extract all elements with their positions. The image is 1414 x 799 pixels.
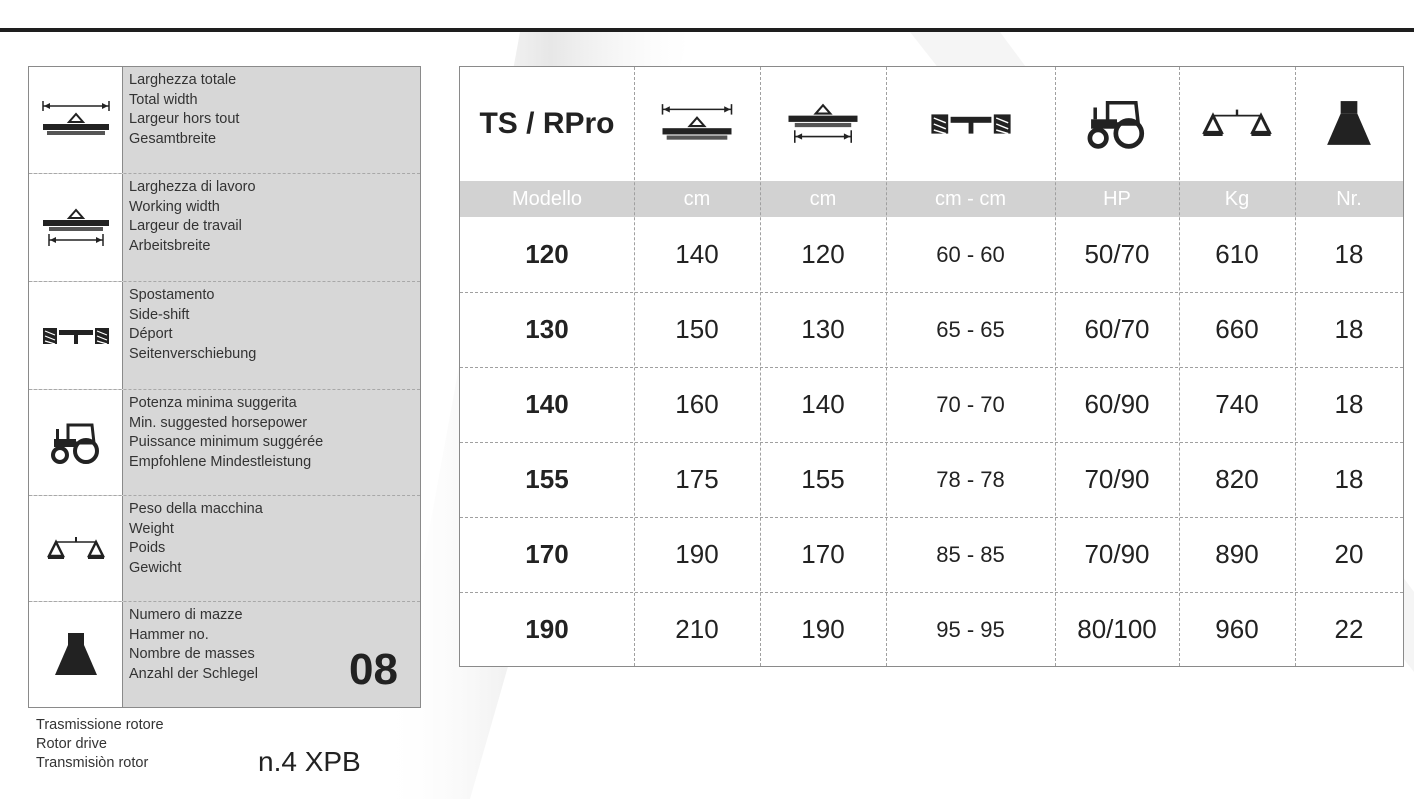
rotor-drive-value: n.4 XPB — [258, 746, 361, 777]
spec-table — [459, 66, 1404, 667]
legend-text: Potenza minima suggerita Min. suggested horsepower Puissance minimum suggérée Empfohlene Mindestleistung — [129, 395, 324, 470]
weight-icon — [29, 496, 123, 601]
unit-horsepower: HP — [1103, 187, 1131, 210]
unit-side-shift: cm - cm — [934, 187, 1007, 210]
unit-working-width: cm — [809, 187, 837, 210]
legend-row-side-shift — [29, 281, 420, 389]
cell-working-width: 130 — [801, 314, 845, 344]
legend-text: Numero di mazze Hammer no. Nombre de masses Anzahl der Schlegel — [129, 607, 258, 682]
legend-row-hammers — [29, 601, 420, 707]
cell-working-width: 190 — [801, 614, 845, 644]
cell-side-shift: 78 - 78 — [936, 466, 1005, 492]
unit-total-width: cm — [683, 187, 711, 210]
rotor-drive-label: Trasmissione rotore Rotor drive Transmisiòn rotor — [36, 717, 164, 771]
cell-weight: 820 — [1215, 464, 1259, 494]
table-title: TS / RPro — [479, 107, 615, 140]
cell-total-width: 190 — [675, 539, 719, 569]
cell-side-shift: 85 - 85 — [936, 541, 1005, 567]
legend-row-horsepower — [29, 389, 420, 495]
unit-model: Modello — [511, 187, 583, 210]
cell-hammers: 18 — [1334, 314, 1364, 344]
cell-total-width: 175 — [675, 464, 719, 494]
cell-model: 190 — [525, 614, 569, 644]
cell-side-shift: 70 - 70 — [936, 391, 1005, 417]
cell-model: 140 — [525, 389, 569, 419]
cell-horsepower: 70/90 — [1084, 464, 1150, 494]
hammer-icon — [1295, 67, 1403, 181]
cell-horsepower: 80/100 — [1077, 614, 1157, 644]
cell-horsepower: 70/90 — [1084, 539, 1150, 569]
total-width-icon — [29, 67, 123, 173]
cell-weight: 960 — [1215, 614, 1259, 644]
side-shift-icon — [29, 282, 123, 389]
cell-side-shift: 95 - 95 — [936, 616, 1005, 642]
cell-hammers: 18 — [1334, 389, 1364, 419]
weight-icon — [1179, 67, 1295, 181]
cell-horsepower: 60/70 — [1084, 314, 1150, 344]
hammer-icon — [29, 602, 123, 707]
legend-text: Spostamento Side-shift Déport Seitenverschiebung — [129, 287, 257, 362]
cell-weight: 660 — [1215, 314, 1259, 344]
cell-side-shift: 60 - 60 — [936, 241, 1005, 267]
working-width-icon — [760, 67, 886, 181]
legend-text: Peso della macchina Weight Poids Gewicht — [129, 501, 263, 576]
cell-total-width: 210 — [675, 614, 719, 644]
cell-side-shift: 65 - 65 — [936, 316, 1005, 342]
legend-row-weight — [29, 495, 420, 601]
legend-row-total-width — [29, 67, 420, 173]
unit-weight: Kg — [1224, 187, 1250, 210]
legend-text: Larghezza di lavoro Working width Largeur de travail Arbeitsbreite — [129, 179, 256, 254]
cell-total-width: 160 — [675, 389, 719, 419]
cell-weight: 890 — [1215, 539, 1259, 569]
side-shift-icon — [886, 67, 1055, 181]
legend-text: Larghezza totale Total width Largeur hors tout Gesamtbreite — [129, 72, 240, 147]
cell-hammers: 20 — [1334, 539, 1364, 569]
cell-model: 170 — [525, 539, 569, 569]
cell-hammers: 18 — [1334, 464, 1364, 494]
cell-working-width: 155 — [801, 464, 845, 494]
cell-model: 120 — [525, 239, 569, 269]
cell-hammers: 18 — [1334, 239, 1364, 269]
cell-weight: 740 — [1215, 389, 1259, 419]
unit-hammers: Nr. — [1336, 187, 1362, 210]
total-width-icon — [634, 67, 760, 181]
hammer-count-value: 08 — [349, 645, 398, 694]
cell-weight: 610 — [1215, 239, 1259, 269]
cell-horsepower: 50/70 — [1084, 239, 1150, 269]
working-width-icon — [29, 174, 123, 281]
legend-panel — [28, 66, 421, 708]
cell-working-width: 170 — [801, 539, 845, 569]
cell-horsepower: 60/90 — [1084, 389, 1150, 419]
cell-working-width: 120 — [801, 239, 845, 269]
tractor-icon — [1055, 67, 1179, 181]
cell-model: 155 — [525, 464, 569, 494]
cell-hammers: 22 — [1334, 614, 1364, 644]
tractor-icon — [29, 390, 123, 495]
legend-row-working-width — [29, 173, 420, 281]
cell-model: 130 — [525, 314, 569, 344]
cell-total-width: 150 — [675, 314, 719, 344]
table-title-cell — [460, 67, 634, 181]
cell-working-width: 140 — [801, 389, 845, 419]
cell-total-width: 140 — [675, 239, 719, 269]
